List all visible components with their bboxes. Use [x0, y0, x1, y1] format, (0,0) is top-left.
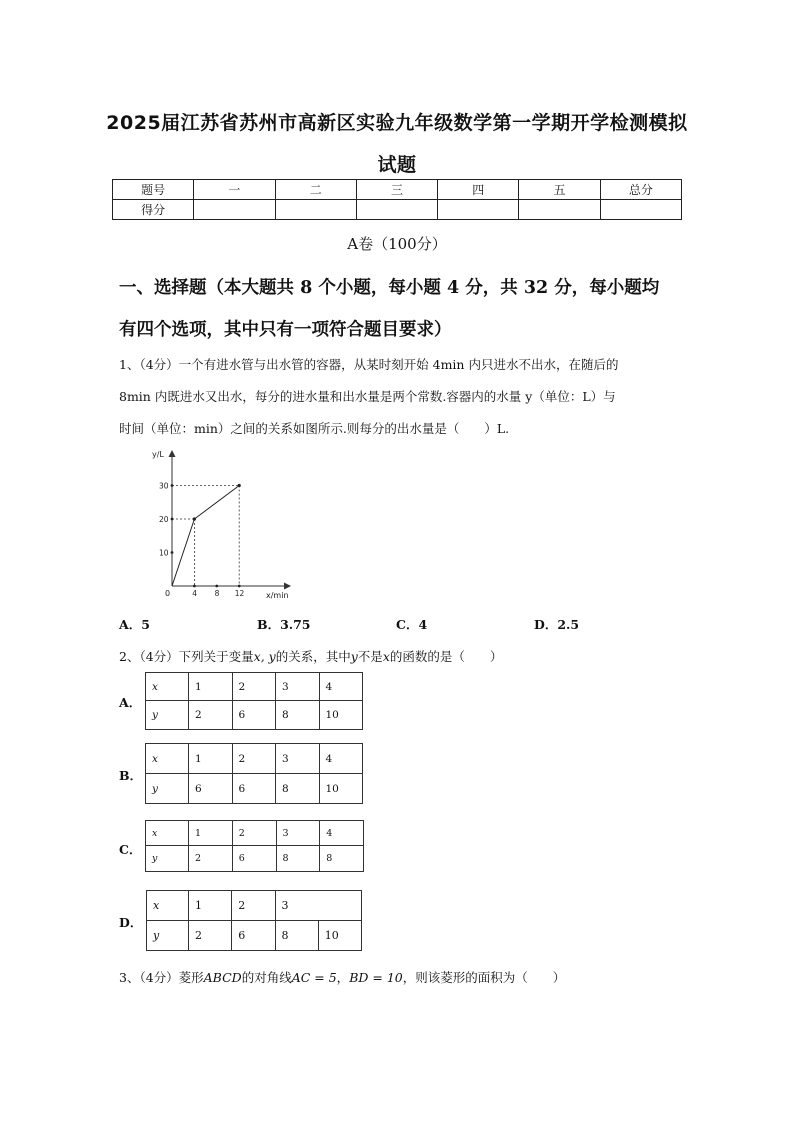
score-blank-cell	[519, 200, 600, 220]
exam-title-line2: 试题	[377, 154, 417, 176]
q2-option-d-label[interactable]: D．	[119, 915, 143, 930]
score-blank-cell	[275, 200, 356, 220]
q3-prefix: 3、（4分）菱形	[119, 970, 204, 985]
x-cell: 1	[189, 821, 233, 846]
score-blank-cell	[438, 200, 519, 220]
y-cell: 2	[189, 921, 232, 951]
score-table	[112, 179, 682, 220]
table-row	[146, 673, 363, 701]
origin-label: 0	[165, 589, 171, 598]
q1-option-a[interactable]: A．5	[119, 617, 150, 632]
q2-vars: x, y	[253, 649, 276, 664]
x-cell: 4	[319, 673, 363, 701]
y-cell: 10	[319, 774, 363, 804]
y-tick-label: 20	[159, 515, 169, 524]
y-cell: 6	[232, 846, 276, 872]
x-cell: 4	[319, 744, 363, 774]
y-cell: 2	[189, 701, 233, 730]
x-cell: 3	[276, 744, 320, 774]
y-name-cell: y	[146, 701, 189, 730]
x-name-cell: x	[147, 891, 189, 921]
q2-mid1: 的关系，其中	[275, 649, 351, 664]
y-cell: 10	[318, 921, 361, 951]
data-series-line	[172, 486, 239, 587]
exam-title-line1: 2025届江苏省苏州市高新区实验九年级数学第一学期开学检测模拟	[106, 112, 688, 134]
y-cell: 6	[189, 774, 233, 804]
data-point	[193, 517, 196, 520]
section1-heading-line2: 有四个选项，其中只有一项符合题目要求）	[119, 320, 452, 340]
water-volume-chart	[140, 445, 300, 605]
x-cell: 1	[189, 744, 233, 774]
q3-mid1: 的对角线	[241, 970, 292, 985]
table-row	[146, 774, 363, 804]
score-blank-cell	[600, 200, 681, 220]
q1-line3: 时间（单位：min）之间的关系如图所示.则每分的出水量是（ ）L.	[119, 421, 510, 436]
x-cell: 3	[275, 891, 362, 921]
x-cell: 2	[232, 891, 275, 921]
y-cell: 8	[276, 846, 320, 872]
table-row	[147, 891, 362, 921]
y-name-cell: y	[146, 774, 189, 804]
x-cell: 4	[320, 821, 364, 846]
q1-option-c[interactable]: C．4	[396, 617, 428, 632]
y-name-cell: y	[146, 846, 189, 872]
q1-line2: 8min 内既进水又出水，每分的进水量和出水量是两个常数.容器内的水量 y（单位：L）与	[119, 389, 616, 404]
score-blank-cell	[356, 200, 437, 220]
score-header-cell: 一	[194, 180, 275, 200]
q2-var-y: y	[350, 649, 358, 664]
score-header-cell: 题号	[113, 180, 194, 200]
table-row	[146, 744, 363, 774]
q1-option-b[interactable]: B．3.75	[257, 617, 311, 632]
x-cell: 2	[232, 744, 276, 774]
volume-heading: A卷（100分）	[347, 235, 447, 253]
table-row	[146, 821, 364, 846]
x-name-cell: x	[146, 821, 189, 846]
score-header-cell: 四	[438, 180, 519, 200]
q2-option-d-table[interactable]	[146, 890, 362, 951]
x-cell: 2	[232, 821, 276, 846]
q3-stem	[119, 968, 565, 986]
q3-ac: AC = 5	[291, 970, 337, 985]
y-cell: 6	[232, 774, 276, 804]
y-axis-label: y/L	[152, 450, 164, 459]
y-cell: 8	[276, 701, 320, 730]
score-row-label: 得分	[113, 200, 194, 220]
q2-option-c-label[interactable]: C．	[119, 842, 142, 857]
q3-bd: BD = 10	[349, 970, 403, 985]
q2-suffix: 的函数的是（ ）	[389, 649, 503, 664]
q2-option-c-table[interactable]	[145, 820, 364, 872]
x-tick-label: 8	[214, 589, 220, 598]
x-tick-label: 12	[234, 589, 245, 598]
q2-option-a-table[interactable]	[145, 672, 363, 730]
y-cell: 8	[320, 846, 364, 872]
score-header-cell: 二	[275, 180, 356, 200]
x-cell: 2	[232, 673, 276, 701]
q2-prefix: 2、（4分）下列关于变量	[119, 649, 254, 664]
x-axis-label: x/min	[266, 591, 289, 600]
y-tick-label: 30	[159, 481, 169, 491]
table-row	[146, 846, 364, 872]
x-tick-mark	[215, 585, 218, 588]
y-tick-mark	[171, 484, 174, 487]
data-point	[238, 484, 241, 487]
x-tick-mark	[193, 585, 196, 588]
y-cell: 8	[275, 921, 318, 951]
score-header-cell: 三	[356, 180, 437, 200]
q2-stem	[119, 647, 502, 665]
q1-option-d[interactable]: D．2.5	[534, 617, 580, 632]
q2-var-x: x	[382, 649, 390, 664]
y-cell: 6	[232, 921, 275, 951]
x-tick-label: 4	[192, 589, 197, 598]
q2-option-b-label[interactable]: B．	[119, 768, 143, 783]
score-table-score-row	[113, 200, 682, 220]
y-cell: 8	[276, 774, 320, 804]
score-header-cell: 总分	[600, 180, 681, 200]
q2-option-b-table[interactable]	[145, 743, 363, 804]
x-cell: 3	[276, 673, 320, 701]
section1-heading-line1: 一、选择题（本大题共 8 个小题，每小题 4 分，共 32 分，每小题均	[119, 278, 660, 298]
x-cell: 3	[276, 821, 320, 846]
q2-option-a-label[interactable]: A．	[119, 695, 142, 710]
y-cell: 10	[319, 701, 363, 730]
q2-mid2: 不是	[357, 649, 383, 664]
x-cell: 1	[189, 673, 233, 701]
y-cell: 6	[232, 701, 276, 730]
x-name-cell: x	[146, 744, 189, 774]
x-tick-mark	[238, 585, 241, 588]
y-tick-mark	[171, 518, 174, 521]
table-row	[147, 921, 362, 951]
x-cell: 1	[189, 891, 232, 921]
score-table-header-row	[113, 180, 682, 200]
y-tick-label: 10	[159, 548, 169, 558]
x-name-cell: x	[146, 673, 189, 701]
q3-suffix: ，则该菱形的面积为（ ）	[402, 970, 566, 985]
table-row	[146, 701, 363, 730]
y-cell: 2	[189, 846, 233, 872]
q1-line1: 1、（4分）一个有进水管与出水管的容器，从某时刻开始 4min 内只进水不出水，在随后的	[119, 357, 619, 372]
q3-sep: ，	[336, 970, 350, 985]
score-header-cell: 五	[519, 180, 600, 200]
y-tick-mark	[171, 551, 174, 554]
score-blank-cell	[194, 200, 275, 220]
q3-shape: ABCD	[203, 970, 242, 985]
y-name-cell: y	[147, 921, 189, 951]
